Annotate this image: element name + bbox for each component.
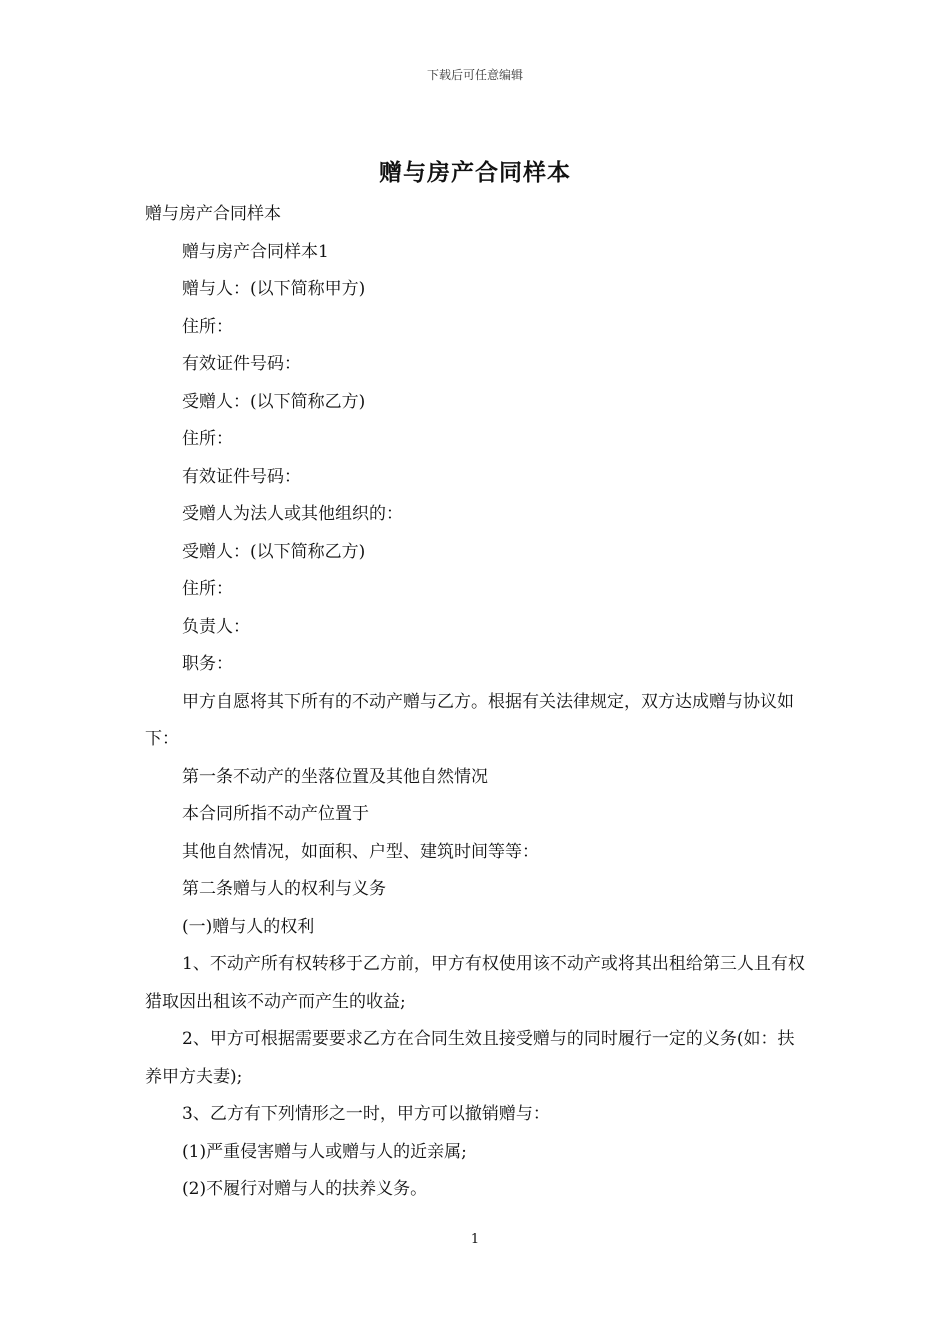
- page-number: 1: [470, 1232, 480, 1247]
- paragraph-14: 第一条不动产的坐落位置及其他自然情况: [182, 766, 488, 787]
- paragraph-19: 1、不动产所有权转移于乙方前，甲方有权使用该不动产或将其出租给第三人且有权猎取因出租该不动产而产生的收益;: [145, 954, 805, 1012]
- paragraph-1: 赠与房产合同样本1: [182, 241, 329, 262]
- paragraph-4: 有效证件号码：: [182, 354, 301, 374]
- header-note: 下载后可任意编辑: [426, 68, 523, 82]
- paragraph-0: 赠与房产合同样本: [145, 204, 281, 224]
- paragraph-22: (1)严重侵害赠与人或赠与人的近亲属;: [182, 1141, 467, 1162]
- paragraph-10: 住所：: [182, 579, 233, 599]
- paragraph-18: (一)赠与人的权利: [182, 916, 315, 937]
- paragraph-13: 甲方自愿将其下所有的不动产赠与乙方。根据有关法律规定，双方达成赠与协议如下：: [145, 691, 794, 749]
- paragraph-16: 其他自然情况，如面积、户型、建筑时间等等：: [182, 841, 539, 862]
- paragraph-9: 受赠人：(以下简称乙方): [182, 541, 366, 562]
- paragraph-11: 负责人：: [182, 616, 250, 637]
- paragraph-7: 有效证件号码：: [182, 466, 301, 487]
- paragraph-12: 职务：: [182, 654, 233, 674]
- paragraph-23: (2)不履行对赠与人的扶养义务。: [182, 1179, 428, 1199]
- paragraph-21: 3、乙方有下列情形之一时，甲方可以撤销赠与：: [182, 1104, 550, 1124]
- paragraph-8: 受赠人为法人或其他组织的：: [182, 504, 403, 524]
- paragraph-17: 第二条赠与人的权利与义务: [182, 879, 386, 899]
- paragraph-5: 受赠人：(以下简称乙方): [182, 391, 366, 412]
- paragraph-6: 住所：: [182, 429, 233, 449]
- document-body: [145, 196, 807, 1209]
- paragraph-20: 2、甲方可根据需要要求乙方在合同生效且接受赠与的同时履行一定的义务(如：扶养甲方夫妻);: [145, 1029, 795, 1087]
- paragraph-15: 本合同所指不动产位置于: [182, 804, 369, 824]
- paragraph-3: 住所：: [182, 316, 233, 337]
- document-title: 赠与房产合同样本: [379, 159, 571, 186]
- paragraph-2: 赠与人：(以下简称甲方): [182, 279, 366, 299]
